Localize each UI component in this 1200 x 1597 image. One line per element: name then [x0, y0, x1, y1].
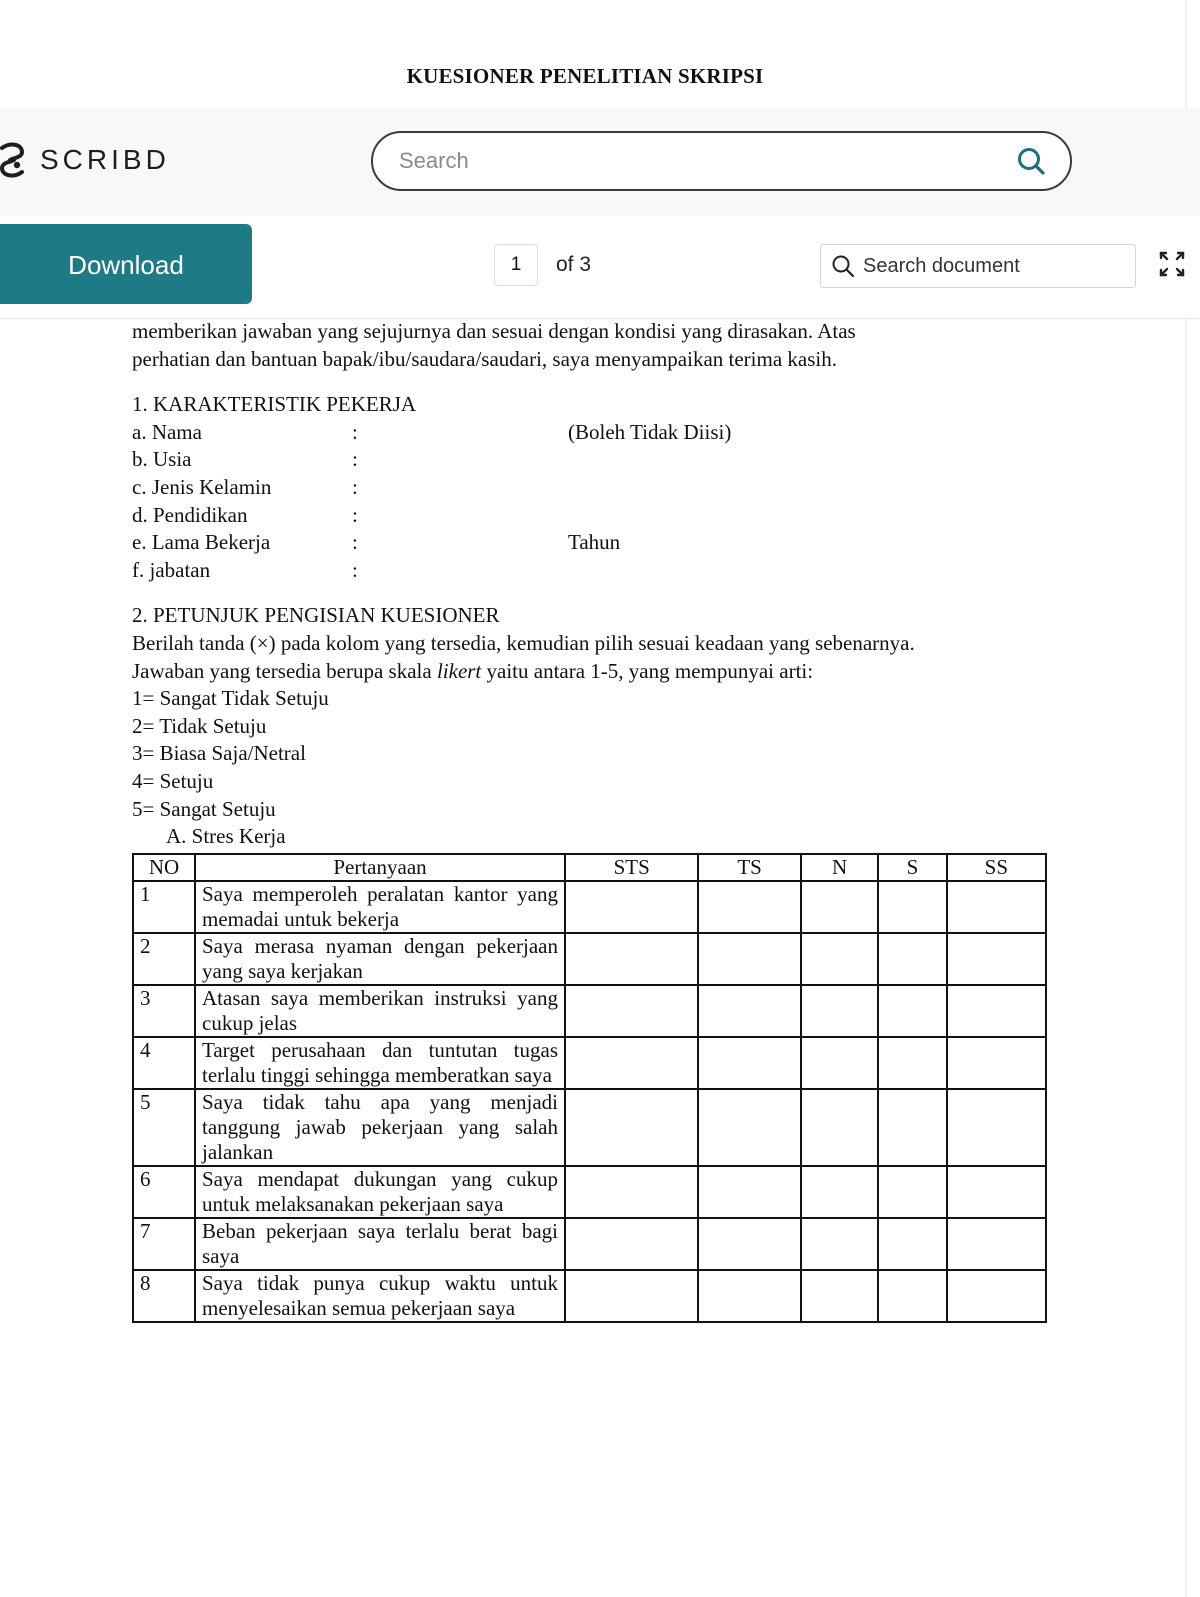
answer-cell-ts[interactable]	[698, 1089, 800, 1166]
column-header: TS	[698, 854, 800, 881]
column-header: NO	[133, 854, 195, 881]
answer-cell-ts[interactable]	[698, 1166, 800, 1218]
table-row	[133, 1037, 1046, 1089]
fullscreen-icon[interactable]	[1158, 250, 1186, 278]
row-number: 6	[133, 1166, 195, 1218]
answer-cell-n[interactable]	[801, 1166, 879, 1218]
field-label: f. jabatan	[132, 557, 211, 582]
column-header: Pertanyaan	[195, 854, 565, 881]
question-text: Saya memperoleh peralatan kantor yang memadai untuk bekerja	[195, 881, 565, 933]
worker-characteristics-fields	[132, 419, 1042, 585]
field-label: d. Pendidikan	[132, 502, 248, 527]
field-colon: :	[352, 474, 358, 499]
table-row	[133, 985, 1046, 1037]
answer-cell-n[interactable]	[801, 1037, 879, 1089]
table-row	[133, 1089, 1046, 1166]
answer-cell-ss[interactable]	[947, 1089, 1046, 1166]
site-search-box[interactable]	[371, 131, 1072, 191]
question-text: Saya tidak punya cukup waktu untuk menyelesaikan semua pekerjaan saya	[195, 1270, 565, 1322]
table-row	[133, 881, 1046, 933]
answer-cell-ss[interactable]	[947, 1218, 1046, 1270]
row-number: 2	[133, 933, 195, 985]
page-number-input[interactable]: 1	[494, 244, 538, 286]
column-header: S	[878, 854, 946, 881]
search-icon[interactable]	[1016, 146, 1046, 176]
document-search-input[interactable]	[861, 254, 1125, 279]
answer-cell-n[interactable]	[801, 1218, 879, 1270]
questionnaire-table	[132, 853, 1047, 1323]
field-label: c. Jenis Kelamin	[132, 474, 272, 499]
answer-cell-n[interactable]	[801, 985, 879, 1037]
row-number: 4	[133, 1037, 195, 1089]
likert-scale-item: 5= Sangat Setuju	[132, 796, 276, 821]
answer-cell-ts[interactable]	[698, 1218, 800, 1270]
section1-heading: 1. KARAKTERISTIK PEKERJA	[132, 392, 417, 417]
answer-cell-ss[interactable]	[947, 1166, 1046, 1218]
answer-cell-s[interactable]	[878, 1270, 946, 1322]
instructions-italic-term: likert	[436, 658, 482, 683]
subsection-title: A. Stres Kerja	[166, 824, 286, 849]
answer-cell-n[interactable]	[801, 1089, 879, 1166]
column-header: STS	[565, 854, 698, 881]
section2-heading: 2. PETUNJUK PENGISIAN KUESIONER	[132, 603, 500, 628]
field-note: Tahun	[568, 530, 621, 555]
table-row	[133, 933, 1046, 985]
answer-cell-sts[interactable]	[565, 1270, 698, 1322]
answer-cell-sts[interactable]	[565, 1089, 698, 1166]
intro-paragraph-line: memberikan jawaban yang sejujurnya dan sesuai dengan kondisi yang dirasakan. Atas	[132, 319, 856, 343]
answer-cell-ss[interactable]	[947, 933, 1046, 985]
row-number: 8	[133, 1270, 195, 1322]
answer-cell-sts[interactable]	[565, 881, 698, 933]
search-icon	[831, 254, 855, 278]
answer-cell-ts[interactable]	[698, 1037, 800, 1089]
row-number: 3	[133, 985, 195, 1037]
field-colon: :	[352, 557, 358, 582]
table-header-row	[133, 854, 1046, 881]
answer-cell-ts[interactable]	[698, 881, 800, 933]
instructions-line	[132, 658, 1042, 686]
field-row	[132, 446, 1042, 474]
answer-cell-sts[interactable]	[565, 1166, 698, 1218]
answer-cell-ss[interactable]	[947, 1270, 1046, 1322]
scribd-logo-icon	[0, 142, 26, 178]
likert-scale-item: 3= Biasa Saja/Netral	[132, 741, 306, 766]
answer-cell-ss[interactable]	[947, 1037, 1046, 1089]
field-label: b. Usia	[132, 447, 192, 472]
scribd-logo[interactable]	[0, 142, 170, 178]
field-row	[132, 529, 1042, 557]
answer-cell-ts[interactable]	[698, 933, 800, 985]
question-text: Saya tidak tahu apa yang menjadi tanggung jawab pekerjaan yang salah jalankan	[195, 1089, 565, 1166]
field-note: (Boleh Tidak Diisi)	[568, 419, 732, 444]
question-text: Target perusahaan dan tuntutan tugas terlalu tinggi sehingga memberatkan saya	[195, 1037, 565, 1089]
page-count-label: of 3	[556, 253, 592, 276]
instructions-text: yaitu antara 1-5, yang mempunyai arti:	[481, 658, 814, 683]
field-colon: :	[352, 530, 358, 555]
site-search-input[interactable]	[397, 147, 1001, 175]
answer-cell-ts[interactable]	[698, 1270, 800, 1322]
likert-scale-item: 4= Setuju	[132, 768, 214, 793]
answer-cell-sts[interactable]	[565, 1037, 698, 1089]
likert-scale-item: 1= Sangat Tidak Setuju	[132, 686, 329, 711]
download-button[interactable]: Download	[0, 224, 252, 304]
document-page-content	[132, 318, 1042, 1323]
answer-cell-s[interactable]	[878, 933, 946, 985]
answer-cell-s[interactable]	[878, 985, 946, 1037]
field-colon: :	[352, 447, 358, 472]
instructions-line: Berilah tanda (×) pada kolom yang tersedia, kemudian pilih sesuai keadaan yang sebenarnya.	[132, 630, 915, 655]
field-colon: :	[352, 419, 358, 444]
document-search-box[interactable]	[820, 244, 1136, 288]
answer-cell-sts[interactable]	[565, 1218, 698, 1270]
answer-cell-s[interactable]	[878, 1218, 946, 1270]
table-row	[133, 1270, 1046, 1322]
answer-cell-s[interactable]	[878, 1166, 946, 1218]
answer-cell-s[interactable]	[878, 881, 946, 933]
answer-cell-ss[interactable]	[947, 985, 1046, 1037]
field-label: e. Lama Bekerja	[132, 530, 271, 555]
field-row	[132, 557, 1042, 585]
field-row	[132, 419, 1042, 447]
answer-cell-n[interactable]	[801, 881, 879, 933]
scribd-logo-text: SCRIBD	[40, 144, 170, 175]
field-row	[132, 474, 1042, 502]
question-text: Saya mendapat dukungan yang cukup untuk melaksanakan pekerjaan saya	[195, 1166, 565, 1218]
answer-cell-n[interactable]	[801, 1270, 879, 1322]
row-number: 1	[133, 881, 195, 933]
row-number: 5	[133, 1089, 195, 1166]
table-row	[133, 1166, 1046, 1218]
document-title: KUESIONER PENELITIAN SKRIPSI	[406, 64, 764, 88]
column-header: N	[801, 854, 879, 881]
intro-paragraph-line: perhatian dan bantuan bapak/ibu/saudara/saudari, saya menyampaikan terima kasih.	[132, 346, 837, 371]
row-number: 7	[133, 1218, 195, 1270]
field-row	[132, 502, 1042, 530]
instructions-text: Jawaban yang tersedia berupa skala	[132, 658, 437, 683]
answer-cell-sts[interactable]	[565, 985, 698, 1037]
table-row	[133, 1218, 1046, 1270]
question-text: Beban pekerjaan saya terlalu berat bagi saya	[195, 1218, 565, 1270]
answer-cell-sts[interactable]	[565, 933, 698, 985]
field-label: a. Nama	[132, 419, 202, 444]
answer-cell-ss[interactable]	[947, 881, 1046, 933]
column-header: SS	[947, 854, 1046, 881]
answer-cell-s[interactable]	[878, 1037, 946, 1089]
field-colon: :	[352, 502, 358, 527]
answer-cell-s[interactable]	[878, 1089, 946, 1166]
answer-cell-ts[interactable]	[698, 985, 800, 1037]
answer-cell-n[interactable]	[801, 933, 879, 985]
question-text: Atasan saya memberikan instruksi yang cukup jelas	[195, 985, 565, 1037]
question-text: Saya merasa nyaman dengan pekerjaan yang saya kerjakan	[195, 933, 565, 985]
likert-scale-item: 2= Tidak Setuju	[132, 713, 267, 738]
